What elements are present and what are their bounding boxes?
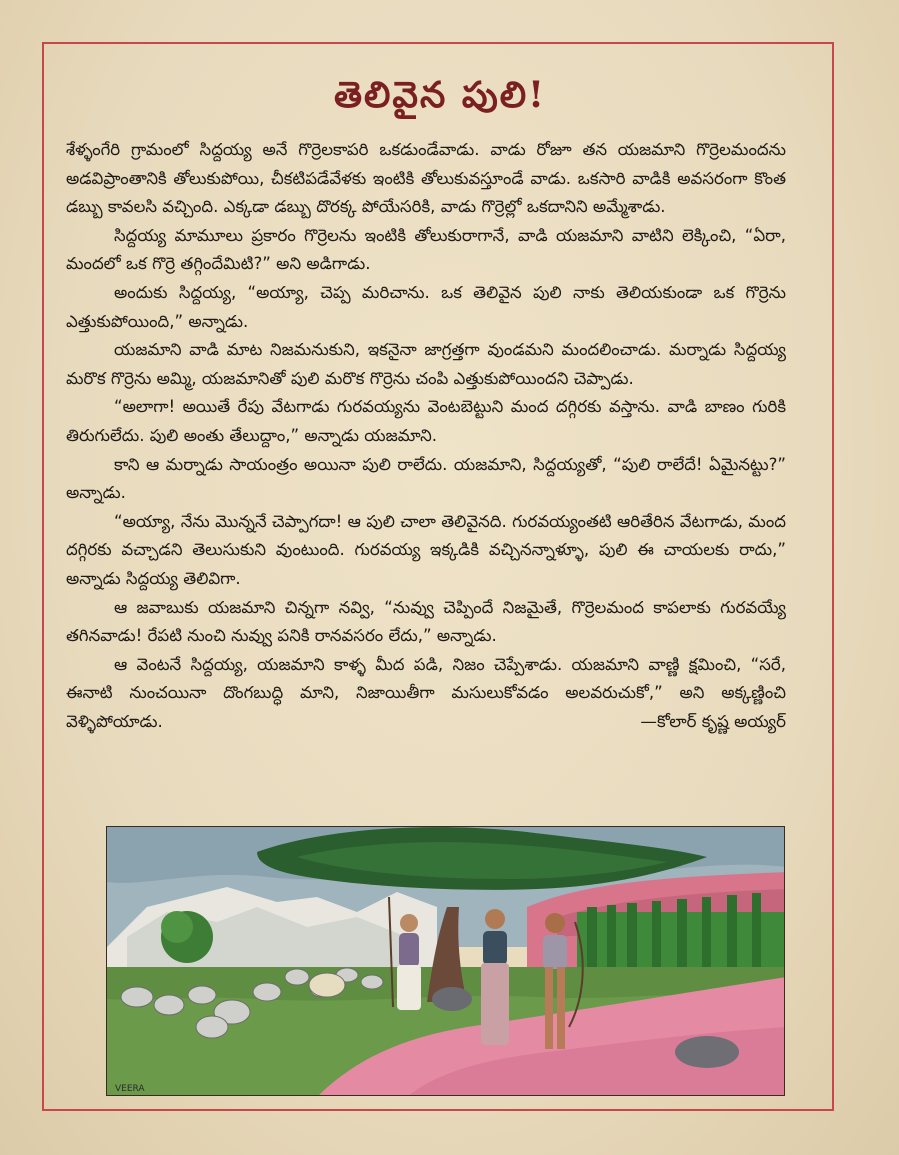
story-title: తెలివైన పులి! — [334, 74, 546, 116]
story-paragraph-1: శేళ్ళంగేరి గ్రామంలో సిద్దయ్య అనే గొర్రెలకాపరి ఒకడుండేవాడు. వాడు రోజూ తన యజమాని గొర్రెలమందను అడవిప్రాంతానికి తోలుకుపోయి, చీకటిపడేవేళకు ఇంటికి తోలుకువస్తూండే వాడు. ఒకసారి వాడికి అవసరంగా కొంత డబ్బు కావలసి వచ్చింది. ఎక్కడా డబ్బు దొరక్క పోయేసరికి, వాడు గొర్రెల్లో ఒకదానిని అమ్మేశాడు. — [66, 140, 786, 217]
story-paragraph-3: అందుకు సిద్దయ్య, “అయ్యా, చెప్ప మరిచాను. ఒక తెలివైన పులి నాకు తెలియకుండా ఒక గొర్రెను ఎత్తుకుపోయింది,” అన్నాడు. — [66, 282, 786, 331]
story-paragraph-7: “అయ్యా, నేను మొన్ననే చెప్పాగదా! ఆ పులి చాలా తెలివైనది. గురవయ్యంతటి ఆరితేరిన వేటగాడు, మంద దగ్గిరకు వచ్చాడని తెలుసుకుని వుంటుంది. గురవయ్య ఇక్కడికి వచ్చినన్నాళ్ళూ, పులి ఈ చాయలకు రాదు,” అన్నాడు సిద్దయ్య తెలివిగా. — [66, 511, 786, 588]
illustration-scene — [107, 827, 785, 1096]
story-paragraph-2: సిద్దయ్య మామూలు ప్రకారం గొర్రెలను ఇంటికి తోలుకురాగానే, వాడి యజమాని వాటిని లెక్కించి, “ఏరా, మందలో ఒక గొర్రె తగ్గిందేమిటి?” అని అడిగాడు. — [66, 225, 786, 274]
story-body — [66, 136, 786, 736]
story-paragraph-4: యజమాని వాడి మాట నిజమనుకుని, ఇకనైనా జాగ్రత్తగా వుండమని మందలించాడు. మర్నాడు సిద్దయ్య మరొక గొర్రెను అమ్మి, యజమానితో పులి మరొక గొర్రెను చంపి ఎత్తుకుపోయిందని చెప్పాడు. — [66, 340, 786, 388]
story-illustration — [106, 826, 785, 1096]
story-paragraph-8: ఆ జవాబుకు యజమాని చిన్నగా నవ్వి, “నువ్వు చెప్పిందే నిజమైతే, గొర్రెలమంద కాపలాకు గురవయ్యే తగినవాడు! రేపటి నుంచి నువ్వు పనికి రానవసరం లేదు,” అన్నాడు. — [66, 597, 786, 646]
story-paragraph-5: “అలాగా! అయితే రేపు వేటగాడు గురవయ్యను వెంటబెట్టుని మంద దగ్గిరకు వస్తాను. వాడి బాణం గురికి తిరుగులేదు. పులి అంతు తేలుద్దాం,” అన్నాడు యజమాని. — [66, 397, 786, 445]
story-paragraph-6: కాని ఆ మర్నాడు సాయంత్రం అయినా పులి రాలేదు. యజమాని, సిద్దయ్యతో, “పులి రాలేదే! ఏమైనట్టు?” అన్నాడు. — [66, 454, 786, 503]
artist-signature: VEERA — [115, 1084, 145, 1094]
story-paragraph-9 — [66, 651, 786, 737]
story-paragraph-9-text: ఆ వెంటనే సిద్దయ్య, యజమాని కాళ్ళ మీద పడి, నిజం చెప్పేశాడు. యజమాని వాణ్ణి క్షమించి, “సరే, ఈనాటి నుంచయినా దొంగబుద్ధి మాని, నిజాయితీగా మసులుకోవడం అలవరుచుకో,” అని అక్కణ్ణించి వెళ్ళిపోయాడు. — [66, 654, 786, 731]
author-credit: —కోలార్ కృష్ణ అయ్యర్ — [640, 711, 786, 731]
